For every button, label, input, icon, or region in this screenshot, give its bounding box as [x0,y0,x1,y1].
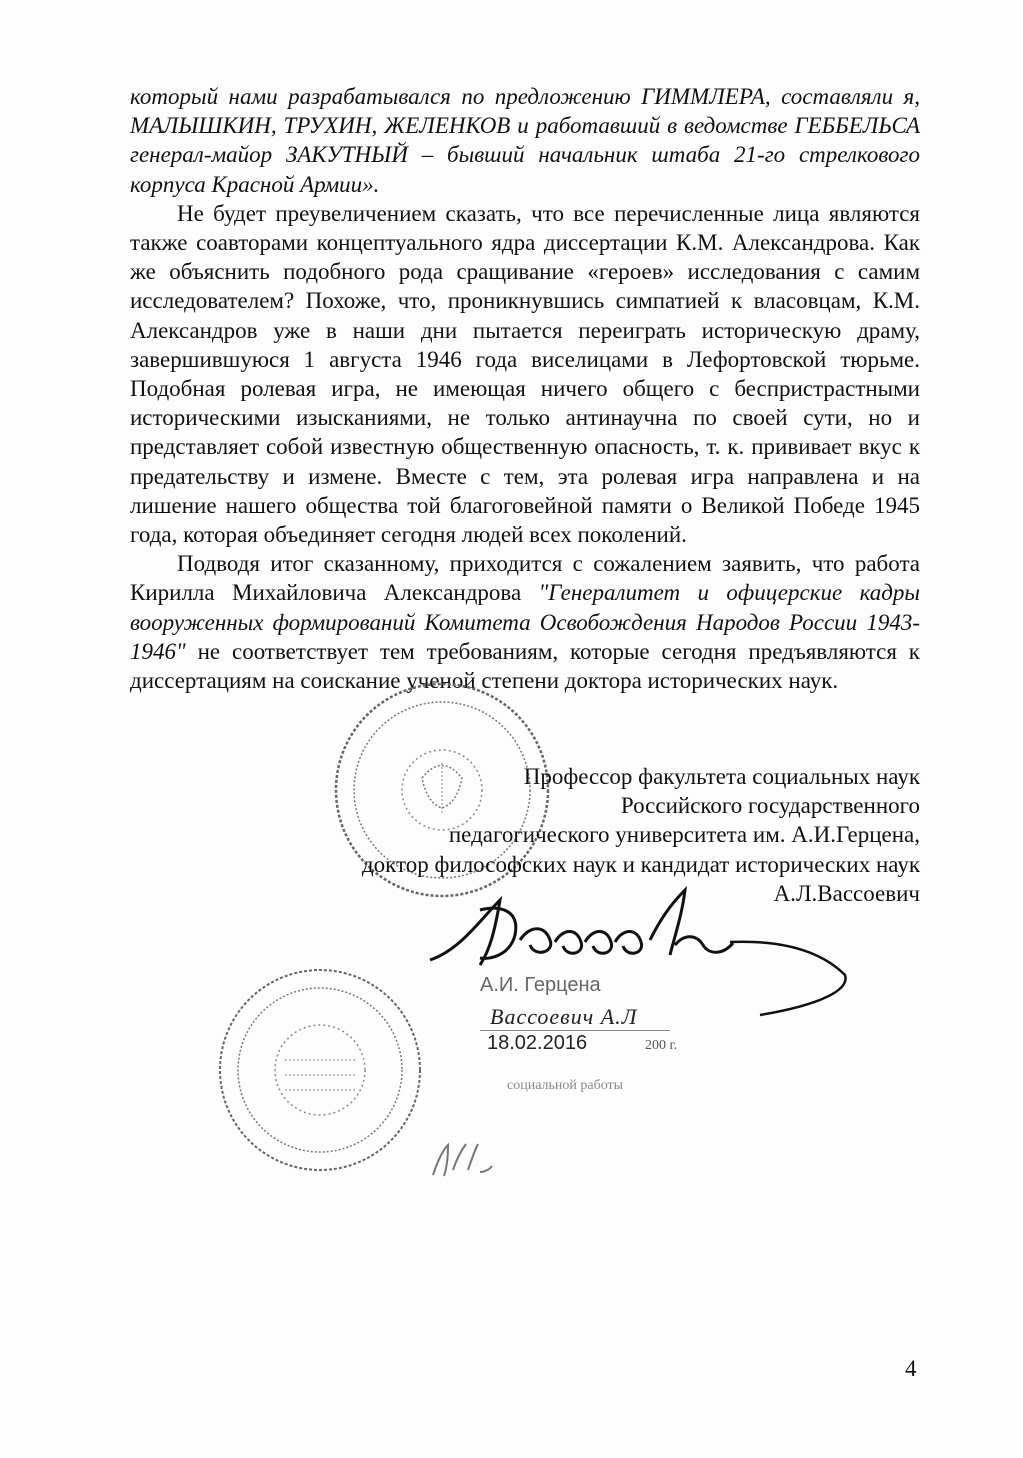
conclusion-text-b: не соответствует тем требованиям, которые сегодня предъявляются к диссертациям на соискание ученой степени доктора исторических наук. [130,638,920,694]
dissertation-title: "Генералитет и офицерские кадры вооруженных формирований Комитета Освобождения Народов России 1943-1946" [130,580,920,664]
page-number: 4 [905,1356,917,1381]
stamp-date: 18.02.2016 [487,1032,588,1054]
signature-name: А.Л.Вассоевич [773,880,920,906]
signature-line-1: Профессор факультета социальных наук [523,764,920,789]
stamp-handwritten-name: Вассоевич А.Л [490,1004,638,1029]
stamp-line-1: А.И. Герцена [480,974,601,996]
stamp-year: 200 г. [645,1038,678,1053]
initials-icon [428,1140,498,1180]
paragraph-quote: который нами разрабатывался по предложению ГИММЛЕРА, составляли я, МАЛЫШКИН, ТРУХИН, ЖЕЛЕНКОВ и работавший в ведомстве ГЕББЕЛЬСА генерал-майор ЗАКУТНЫЙ – бывший начальник штаба 21-го стрелкового корпуса Красной Армии». [130,84,920,197]
signature-line-3: педагогического университета им. А.И.Герцена, [448,822,920,848]
ministry-seal-icon [215,965,425,1175]
paragraph-conclusion [130,549,920,695]
signature-line-4: доктор философских наук и кандидат исторических наук [361,851,920,877]
certification-stamp [395,972,715,1102]
stamp-line-4: социальной работы [507,1078,624,1093]
stamp-underline [480,1030,670,1031]
conclusion-text-a: Подводя итог сказанному, приходится с сожалением заявить, что работа Кирилла Михайловича Александрова [130,551,920,606]
paragraph-main: Не будет преувеличением сказать, что все перечисленные лица являются также соавторами концептуального ядра диссертации К.М. Александрова. Как же объяснить подобного рода сращивание «героев» исследования с самим исследователем? Похоже, что, проникнувшись симпатией к власовцам, К.М. Александров уже в наши дни пытается переиграть историческую драму, завершившуюся 1 августа 1946 года виселицами в Лефортовской тюрьме. Подобная ролевая игра, не имеющая ничего общего с беспристрастными историческими изысканиями, не только антинаучна по своей сути, но и представляет собой известную общественную опасность, т. к. прививает вкус к предательству и измене. Вместе с тем, эта ролевая игра направлена и на лишение нашего общества той благоговейной памяти о Великой Победе 1945 года, которая объединяет сегодня людей всех поколений. [130,200,920,548]
body-text [130,82,920,695]
signature-line-2: Российского государственного [620,793,920,819]
